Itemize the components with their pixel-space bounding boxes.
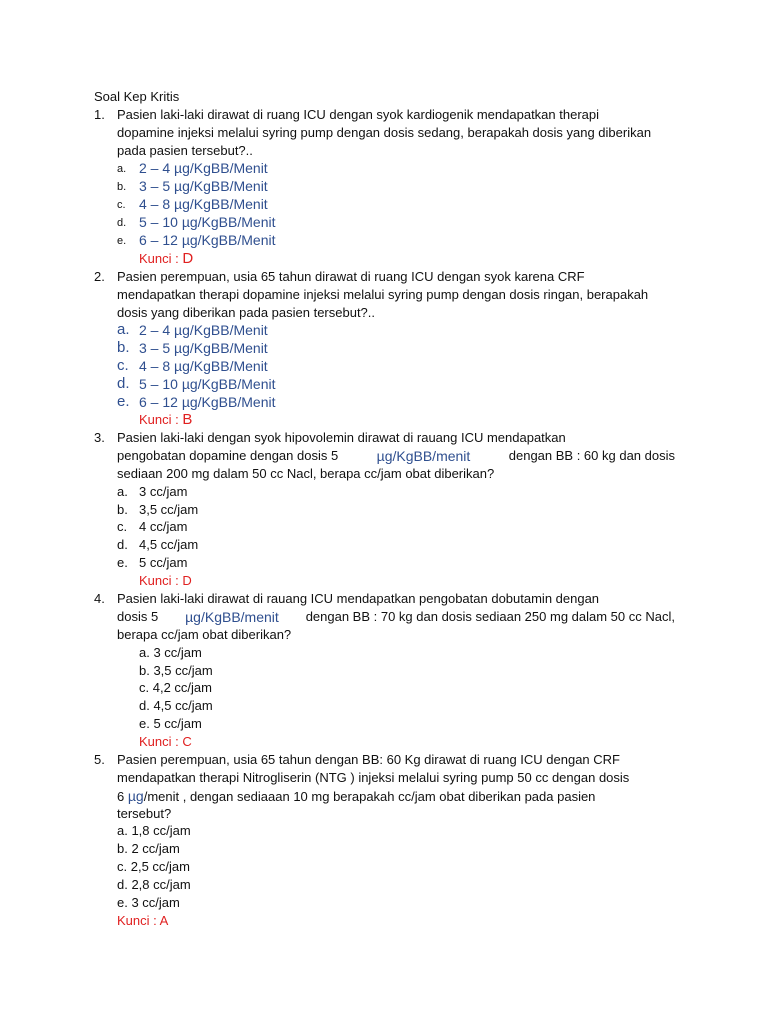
- q2-option-b: 3 – 5 µg/KgBB/Menit: [139, 340, 268, 356]
- q4-option-e: e. 5 cc/jam: [139, 716, 202, 731]
- q3-text-line-2: [117, 447, 675, 465]
- q3-line-2-end: dengan BB : 60 kg dan dosis: [508, 448, 675, 463]
- q1-key-label: Kunci :: [139, 251, 179, 266]
- q3-option-e-label: e.: [117, 555, 128, 570]
- q3-number: 3.: [94, 430, 105, 445]
- q2-option-c-label: c.: [117, 357, 129, 374]
- q3-option-d-label: d.: [117, 537, 128, 552]
- q4-text-line-1: Pasien laki-laki dirawat di rauang ICU mendapatkan pengobatan dobutamin dengan: [117, 591, 600, 606]
- q3-option-d: 4,5 cc/jam: [139, 537, 199, 552]
- q2-option-a-label: a.: [117, 321, 130, 338]
- q5-number: 5.: [94, 752, 105, 767]
- q3-option-c: 4 cc/jam: [139, 519, 188, 534]
- q2-option-c: 4 – 8 µg/KgBB/Menit: [139, 358, 268, 374]
- q4-option-d: d. 4,5 cc/jam: [139, 698, 213, 713]
- q1-text: Pasien laki-laki dirawat di ruang ICU dengan syok kardiogenik mendapatkan therapi dopamine injeksi melalui syring pump dengan dosis sedang, berapakah dosis yang diberikan pada pasien tersebut?..: [117, 107, 652, 158]
- q3-option-b-label: b.: [117, 502, 128, 517]
- q2-option-d: 5 – 10 µg/KgBB/Menit: [139, 376, 276, 392]
- q5-text-line-2: mendapatkan therapi Nitrogliserin (NTG ) injeksi melalui syring pump 50 cc dengan dosis: [117, 770, 630, 785]
- q5-answer-key: Kunci : A: [117, 913, 169, 928]
- q3-option-e: 5 cc/jam: [139, 555, 188, 570]
- q5-text-line-1: Pasien perempuan, usia 65 tahun dengan BB: 60 Kg dirawat di ruang ICU dengan CRF: [117, 752, 620, 767]
- q2-option-d-label: d.: [117, 375, 130, 392]
- q1-key-value: D: [182, 250, 194, 267]
- q1-option-e: 6 – 12 µg/KgBB/Menit: [139, 232, 276, 248]
- q2-option-b-label: b.: [117, 339, 130, 356]
- q1-option-a-label: a.: [117, 163, 127, 175]
- q3-line-2-start: pengobatan dopamine dengan dosis 5: [117, 448, 339, 463]
- q5-option-b: b. 2 cc/jam: [117, 841, 180, 856]
- q5-option-d: d. 2,8 cc/jam: [117, 877, 191, 892]
- q2-answer-key: [139, 411, 192, 429]
- q5-option-c: c. 2,5 cc/jam: [117, 859, 190, 874]
- q2-key-value: B: [182, 411, 193, 428]
- q2-option-a: 2 – 4 µg/KgBB/Menit: [139, 322, 268, 338]
- q5-option-e: e. 3 cc/jam: [117, 895, 180, 910]
- q1-option-b-label: b.: [117, 181, 127, 193]
- q2-option-e: 6 – 12 µg/KgBB/Menit: [139, 394, 276, 410]
- q2-key-label: Kunci :: [139, 412, 179, 427]
- q5-dose-unit: µg: [127, 788, 144, 804]
- q4-option-b: b. 3,5 cc/jam: [139, 663, 213, 678]
- q4-text-line-2: [117, 608, 675, 626]
- q3-option-c-label: c.: [117, 519, 128, 534]
- q2-option-e-label: e.: [117, 393, 130, 410]
- q1-option-c: 4 – 8 µg/KgBB/Menit: [139, 196, 268, 212]
- q1-number: 1.: [94, 107, 105, 122]
- q5-text-line-4: tersebut?: [117, 806, 172, 821]
- q3-option-b: 3,5 cc/jam: [139, 502, 199, 517]
- document-title: Soal Kep Kritis: [94, 89, 180, 104]
- q1-answer-key: [139, 250, 193, 268]
- q3-text-line-1: Pasien laki-laki dengan syok hipovolemin dirawat di rauang ICU mendapatkan: [117, 430, 566, 445]
- q4-option-a: a. 3 cc/jam: [139, 645, 202, 660]
- q5-line-3-start: 6: [117, 789, 125, 804]
- q4-text-line-3: berapa cc/jam obat diberikan?: [117, 627, 292, 642]
- q1-option-d-label: d.: [117, 217, 127, 229]
- q1-option-d: 5 – 10 µg/KgBB/Menit: [139, 214, 276, 230]
- q1-option-c-label: c.: [117, 199, 126, 211]
- q4-number: 4.: [94, 591, 105, 606]
- q5-text-line-3: [117, 787, 675, 806]
- q3-option-a: 3 cc/jam: [139, 484, 188, 499]
- q4-line-2-end: dengan BB : 70 kg dan dosis sediaan 250 mg dalam 50 cc Nacl,: [305, 609, 675, 624]
- q3-option-a-label: a.: [117, 484, 128, 499]
- q5-line-3-end: /menit , dengan sediaaan 10 mg berapakah cc/jam obat diberikan pada pasien: [143, 789, 596, 804]
- q4-line-2-start: dosis 5: [117, 609, 159, 624]
- q4-dose-unit: µg/KgBB/menit: [185, 609, 279, 625]
- q3-answer-key: Kunci : D: [139, 573, 192, 588]
- q1-option-b: 3 – 5 µg/KgBB/Menit: [139, 178, 268, 194]
- q1-option-a: 2 – 4 µg/KgBB/Menit: [139, 160, 268, 176]
- q3-text-line-3: sediaan 200 mg dalam 50 cc Nacl, berapa cc/jam obat diberikan?: [117, 466, 495, 481]
- q1-option-e-label: e.: [117, 235, 127, 247]
- q3-dose-unit: µg/KgBB/menit: [376, 448, 471, 464]
- q2-text: Pasien perempuan, usia 65 tahun dirawat di ruang ICU dengan syok karena CRF mendapatkan therapi dopamine injeksi melalui syring pump dengan dosis ringan, berapakah dosis yang diberikan pada pasien tersebut?..: [117, 269, 649, 320]
- q2-number: 2.: [94, 269, 105, 284]
- q4-answer-key: Kunci : C: [139, 734, 192, 749]
- q5-option-a: a. 1,8 cc/jam: [117, 823, 191, 838]
- q4-option-c: c. 4,2 cc/jam: [139, 680, 212, 695]
